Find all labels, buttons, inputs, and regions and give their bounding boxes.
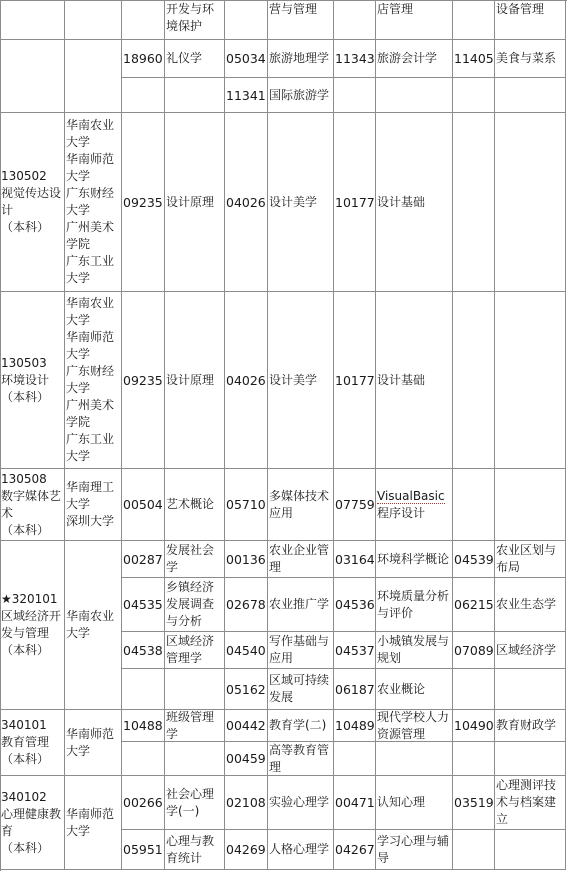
major-cell: 130508 数字媒体艺术 （本科）: [0, 469, 65, 541]
course-name-cell: 乡镇经济发展调查与分析: [165, 578, 225, 632]
course-code-cell: 00266: [122, 776, 165, 830]
course-code-cell: [122, 669, 165, 710]
course-code-cell: 11343: [334, 40, 376, 78]
course-code-cell: 06187: [334, 669, 376, 710]
course-code-cell: [453, 742, 495, 776]
course-code-cell: 00471: [334, 776, 376, 830]
course-name-cell: [495, 830, 566, 870]
course-name-cell: 旅游会计学: [376, 40, 453, 78]
major-cell: [0, 0, 65, 40]
major-cell: [0, 40, 65, 113]
course-code-cell: [453, 292, 495, 469]
course-name-cell: 写作基础与应用: [268, 632, 334, 669]
course-code-cell: [453, 113, 495, 292]
major-cell: 130502 视觉传达设计 （本科）: [0, 113, 65, 292]
course-name-cell: 高等教育管理: [268, 742, 334, 776]
course-name-cell: 学习心理与辅导: [376, 830, 453, 870]
course-name-cell: 农业生态学: [495, 578, 566, 632]
course-code-cell: 03164: [334, 541, 376, 578]
course-name-cell: 农业概论: [376, 669, 453, 710]
major-cell: 130503 环境设计 （本科）: [0, 292, 65, 469]
course-code-cell: 04536: [334, 578, 376, 632]
course-code-cell: 05951: [122, 830, 165, 870]
course-code-cell: 04537: [334, 632, 376, 669]
course-code-cell: 07759: [334, 469, 376, 541]
course-name-cell: 多媒体技术应用: [268, 469, 334, 541]
course-code-cell: [453, 78, 495, 113]
course-code-cell: 10489: [334, 710, 376, 742]
course-name-cell: 农业区划与布局: [495, 541, 566, 578]
course-code-cell: 04026: [225, 292, 268, 469]
course-code-cell: [334, 0, 376, 40]
school-cell: 华南师范大学: [65, 776, 122, 870]
course-code-cell: [225, 0, 268, 40]
course-name-cell: 人格心理学: [268, 830, 334, 870]
course-code-cell: 02678: [225, 578, 268, 632]
course-code-cell: 11341: [225, 78, 268, 113]
course-code-cell: [122, 0, 165, 40]
course-name-cell: [495, 742, 566, 776]
course-name-cell: [165, 742, 225, 776]
course-code-cell: 04269: [225, 830, 268, 870]
course-name-cell: [165, 669, 225, 710]
course-name-cell: 设计美学: [268, 292, 334, 469]
course-name-cell: 设计基础: [376, 292, 453, 469]
course-name-cell: 社会心理学(一): [165, 776, 225, 830]
course-name-cell: 区域经济学: [495, 632, 566, 669]
course-name-cell: 设计基础: [376, 113, 453, 292]
course-name-cell: 认知心理: [376, 776, 453, 830]
school-cell: 华南师范大学: [65, 710, 122, 776]
course-code-cell: [122, 78, 165, 113]
course-name-cell: 小城镇发展与规划: [376, 632, 453, 669]
course-code-cell: 18960: [122, 40, 165, 78]
major-cell: 340101 教育管理 （本科）: [0, 710, 65, 776]
course-code-cell: 09235: [122, 113, 165, 292]
course-code-cell: [334, 742, 376, 776]
course-code-cell: [453, 830, 495, 870]
course-name-cell: 实验心理学: [268, 776, 334, 830]
course-name-cell: 班级管理学: [165, 710, 225, 742]
course-code-cell: 03519: [453, 776, 495, 830]
course-name-cell: 国际旅游学: [268, 78, 334, 113]
course-code-cell: 10177: [334, 113, 376, 292]
course-code-cell: 04267: [334, 830, 376, 870]
course-code-cell: 04539: [453, 541, 495, 578]
course-code-cell: 10177: [334, 292, 376, 469]
visualbasic-text: VisualBasic: [377, 488, 445, 503]
course-name-cell: 现代学校人力资源管理: [376, 710, 453, 742]
school-cell: 华南农业大学 华南师范大学 广东财经大学 广州美术学院 广东工业大学: [65, 292, 122, 469]
school-cell: [65, 0, 122, 40]
course-name-cell: [376, 469, 453, 541]
course-name-cell: 艺术概论: [165, 469, 225, 541]
course-code-cell: 05710: [225, 469, 268, 541]
course-code-cell: 00504: [122, 469, 165, 541]
major-cell: ★320101 区域经济开发与管理 （本科）: [0, 541, 65, 710]
course-code-cell: 04535: [122, 578, 165, 632]
course-name-cell: 旅游地理学: [268, 40, 334, 78]
course-name-cell: 设计美学: [268, 113, 334, 292]
course-name-cell: 发展社会学: [165, 541, 225, 578]
course-code-cell: 04540: [225, 632, 268, 669]
course-code-cell: [122, 742, 165, 776]
course-code-cell: [334, 78, 376, 113]
major-cell: 340102 心理健康教育 （本科）: [0, 776, 65, 870]
course-name-cell: [495, 292, 566, 469]
course-code-cell: 02108: [225, 776, 268, 830]
course-name-cell: 设备管理: [495, 0, 566, 40]
course-name-cell: [165, 78, 225, 113]
course-code-cell: [453, 0, 495, 40]
course-code-cell: 04538: [122, 632, 165, 669]
course-code-cell: 00287: [122, 541, 165, 578]
course-code-cell: 06215: [453, 578, 495, 632]
course-name-cell: 营与管理: [268, 0, 334, 40]
course-code-cell: 07089: [453, 632, 495, 669]
course-name-cell: 区域可持续发展: [268, 669, 334, 710]
course-name-cell: [495, 669, 566, 710]
course-name-cell: 开发与环境保护: [165, 0, 225, 40]
course-name-cell: 礼仪学: [165, 40, 225, 78]
course-name-cell: 环境科学概论: [376, 541, 453, 578]
course-name-cell: [495, 469, 566, 541]
course-code-cell: 05034: [225, 40, 268, 78]
course-name-cell: 教育财政学: [495, 710, 566, 742]
course-name-cell: 环境质量分析与评价: [376, 578, 453, 632]
course-name-cell: [495, 113, 566, 292]
course-name-cell: 美食与菜系: [495, 40, 566, 78]
course-name-cell: 农业推广学: [268, 578, 334, 632]
course-code-cell: [453, 469, 495, 541]
school-cell: 华南农业大学: [65, 541, 122, 710]
course-code-cell: 10490: [453, 710, 495, 742]
school-cell: [65, 40, 122, 113]
course-name-cell: 教育学(二): [268, 710, 334, 742]
course-code-cell: 00136: [225, 541, 268, 578]
course-name-cell: 心理与教育统计: [165, 830, 225, 870]
course-code-cell: 11405: [453, 40, 495, 78]
course-name-cell: [376, 742, 453, 776]
course-name-cell: 设计原理: [165, 113, 225, 292]
school-cell: 华南理工大学 深圳大学: [65, 469, 122, 541]
course-name-cell: 店管理: [376, 0, 453, 40]
course-code-cell: [453, 669, 495, 710]
school-cell: 华南农业大学 华南师范大学 广东财经大学 广州美术学院 广东工业大学: [65, 113, 122, 292]
course-code-cell: 05162: [225, 669, 268, 710]
course-name-cell: 心理测评技术与档案建立: [495, 776, 566, 830]
course-code-cell: 10488: [122, 710, 165, 742]
course-name-cell: [376, 78, 453, 113]
course-code-cell: 04026: [225, 113, 268, 292]
course-name-cell: 设计原理: [165, 292, 225, 469]
course-name-cell: [495, 78, 566, 113]
course-code-cell: 00442: [225, 710, 268, 742]
course-name-cell: 农业企业管理: [268, 541, 334, 578]
course-code-cell: 00459: [225, 742, 268, 776]
course-name-rest: 程序设计: [377, 505, 426, 520]
course-name-cell: 区域经济管理学: [165, 632, 225, 669]
course-code-cell: 09235: [122, 292, 165, 469]
